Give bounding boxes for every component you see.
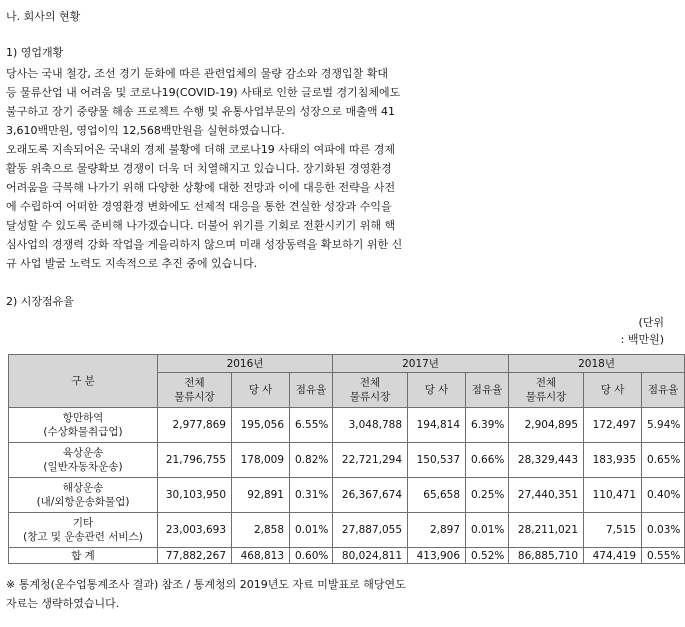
cell-total-market: 80,024,811 xyxy=(333,548,408,564)
table-row xyxy=(9,478,685,513)
header-total-market-line: 전체 xyxy=(359,377,381,389)
cell-company: 413,906 xyxy=(408,548,466,564)
cell-total-market: 27,887,055 xyxy=(333,513,408,548)
cell-company: 468,813 xyxy=(232,548,290,564)
cell-company: 194,814 xyxy=(408,408,466,443)
cell-share: 0.60% xyxy=(290,548,333,564)
cell-share: 0.01% xyxy=(290,513,333,548)
cell-total-market: 30,103,950 xyxy=(158,478,232,513)
header-share: 점유율 xyxy=(466,373,509,408)
cell-share: 0.66% xyxy=(466,443,509,478)
table-row xyxy=(9,513,685,548)
cell-company: 150,537 xyxy=(408,443,466,478)
cell-share: 6.55% xyxy=(290,408,333,443)
table-row xyxy=(9,408,685,443)
cell-share: 0.25% xyxy=(466,478,509,513)
header-year: 2017년 xyxy=(333,355,509,373)
total-row xyxy=(9,548,685,564)
cell-company: 2,897 xyxy=(408,513,466,548)
row-label xyxy=(9,478,158,513)
header-total-market-line: 물류시장 xyxy=(525,391,567,403)
header-total-market-line: 전체 xyxy=(184,377,205,389)
cell-total-market: 22,721,294 xyxy=(333,443,408,478)
section-title: 나. 회사의 현황 xyxy=(6,10,81,23)
overview-line: 등 물류산업 내 어려움 및 코로나19(COVID-19) 사태로 인한 글로벌 경기침체에도 xyxy=(6,86,401,99)
market-share-heading: 2) 시장점유율 xyxy=(6,295,74,308)
cell-total-market: 28,329,443 xyxy=(509,443,584,478)
cell-share: 0.03% xyxy=(642,513,685,548)
cell-share: 0.52% xyxy=(466,548,509,564)
cell-total-market: 3,048,788 xyxy=(333,408,408,443)
header-total-market xyxy=(158,373,232,408)
overview-line: 어려움을 극복해 나가기 위해 다양한 상황에 대한 전망과 이에 대응한 전략을 사전 xyxy=(6,181,396,194)
row-label xyxy=(9,513,158,548)
footnote-line: 자료는 생략하였습니다. xyxy=(6,597,120,610)
cell-total-market: 86,885,710 xyxy=(509,548,584,564)
header-category: 구 분 xyxy=(9,355,158,408)
header-company: 당 사 xyxy=(232,373,290,408)
row-detail: (일반자동차운송) xyxy=(43,461,123,473)
cell-company: 195,056 xyxy=(232,408,290,443)
cell-total-market: 2,904,895 xyxy=(509,408,584,443)
business-overview-heading: 1) 영업개황 xyxy=(6,46,64,59)
cell-total-market: 21,796,755 xyxy=(158,443,232,478)
header-share: 점유율 xyxy=(290,373,333,408)
row-label xyxy=(9,408,158,443)
header-total-market-line: 물류시장 xyxy=(174,391,215,403)
header-row xyxy=(9,355,685,373)
cell-share: 6.39% xyxy=(466,408,509,443)
cell-total-market: 77,882,267 xyxy=(158,548,232,564)
overview-line: 3,610백만원, 영업이익 12,568백만원을 실현하였습니다. xyxy=(6,124,285,137)
overview-line: 오래도록 지속되어온 국내외 경제 불황에 더해 코로나19 사태의 여파에 따른 경제 xyxy=(6,143,395,156)
header-total-market-line: 전체 xyxy=(535,377,557,389)
cell-company: 172,497 xyxy=(584,408,642,443)
overview-line: 불구하고 장기 중량물 해송 프로젝트 수행 및 유통사업부문의 성장으로 매출액 41 xyxy=(6,105,395,118)
row-name: 해상운송 xyxy=(62,482,104,494)
unit-label: (단위 xyxy=(638,316,664,329)
header-company: 당 사 xyxy=(408,373,466,408)
overview-line: 활동 위축으로 물량확보 경쟁이 더욱 더 치열해지고 있습니다. 장기화된 경영환경 xyxy=(6,162,392,175)
table-row xyxy=(9,443,685,478)
overview-line: 에 수립하여 어떠한 경영환경 변화에도 선제적 대응을 통한 견실한 성장과 수익을 xyxy=(6,200,392,213)
overview-line: 심사업의 경쟁력 강화 작업을 게을리하지 않으며 미래 성장동력을 확보하기 위한 신 xyxy=(6,238,403,251)
cell-company: 65,658 xyxy=(408,478,466,513)
overview-line: 당사는 국내 철강, 조선 경기 둔화에 따른 관련업체의 물량 감소와 경쟁입찰 확대 xyxy=(6,67,388,80)
cell-share: 0.55% xyxy=(642,548,685,564)
header-year: 2016년 xyxy=(158,355,333,373)
row-name: 기타 xyxy=(72,517,94,529)
header-year: 2018년 xyxy=(509,355,685,373)
header-total-market xyxy=(333,373,408,408)
market-share-table xyxy=(8,354,685,564)
header-total-market xyxy=(509,373,584,408)
row-name: 항만하역 xyxy=(62,412,104,424)
row-name: 육상운송 xyxy=(62,447,104,459)
cell-total-market: 28,211,021 xyxy=(509,513,584,548)
cell-company: 178,009 xyxy=(232,443,290,478)
cell-company: 110,471 xyxy=(584,478,642,513)
header-share: 점유율 xyxy=(642,373,685,408)
row-detail: (수상화물취급업) xyxy=(43,426,123,438)
header-company: 당 사 xyxy=(584,373,642,408)
total-label: 합 계 xyxy=(9,548,158,564)
cell-company: 92,891 xyxy=(232,478,290,513)
cell-share: 5.94% xyxy=(642,408,685,443)
cell-total-market: 2,977,869 xyxy=(158,408,232,443)
cell-company: 474,419 xyxy=(584,548,642,564)
cell-share: 0.40% xyxy=(642,478,685,513)
row-detail: (내/외항운송화물업) xyxy=(36,496,130,508)
cell-company: 183,935 xyxy=(584,443,642,478)
overview-line: 규 사업 발굴 노력도 지속적으로 추진 중에 있습니다. xyxy=(6,257,258,270)
cell-share: 0.65% xyxy=(642,443,685,478)
unit-label: : 백만원) xyxy=(620,333,664,346)
cell-total-market: 27,440,351 xyxy=(509,478,584,513)
overview-line: 달성할 수 있도록 준비해 나가겠습니다. 더불어 위기를 기회로 전환시키기 위해 핵 xyxy=(6,219,396,232)
cell-company: 7,515 xyxy=(584,513,642,548)
cell-total-market: 23,003,693 xyxy=(158,513,232,548)
cell-total-market: 26,367,674 xyxy=(333,478,408,513)
header-total-market-line: 물류시장 xyxy=(349,391,391,403)
footnote-line: ※ 통계청(운수업통계조사 결과) 참조 / 통계청의 2019년도 자료 미발표로 해당연도 xyxy=(6,578,406,591)
row-label xyxy=(9,443,158,478)
cell-share: 0.82% xyxy=(290,443,333,478)
cell-share: 0.31% xyxy=(290,478,333,513)
row-detail: (창고 및 운송관련 서비스) xyxy=(23,531,143,543)
cell-share: 0.01% xyxy=(466,513,509,548)
cell-company: 2,858 xyxy=(232,513,290,548)
